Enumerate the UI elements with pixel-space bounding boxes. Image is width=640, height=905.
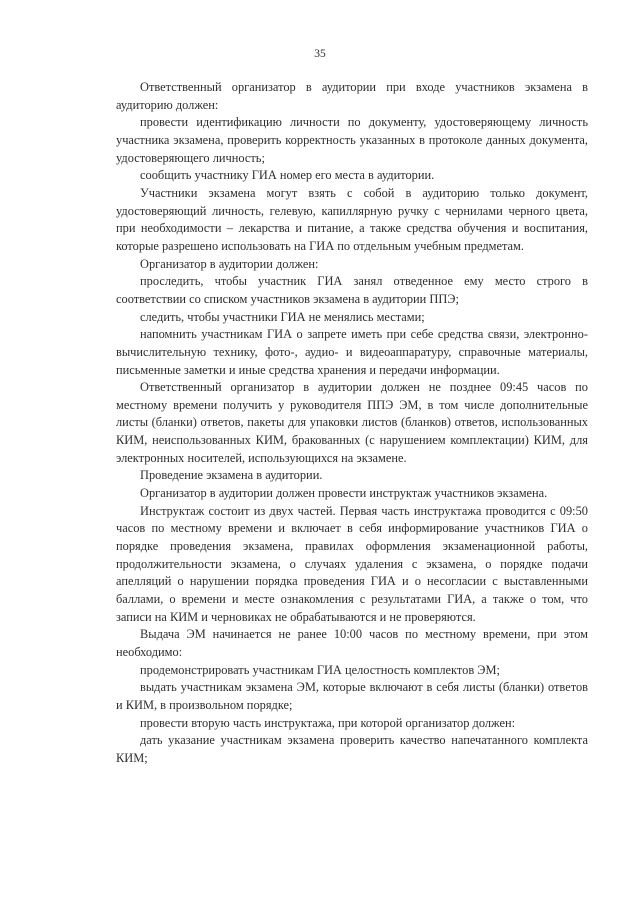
paragraph: напомнить участникам ГИА о запрете иметь при себе средства связи, электронно-вычислительную технику, фото-, аудио- и видеоаппаратуру, справочные материалы, письменные заметки и иные средства хранения и передачи информации.	[116, 327, 588, 377]
paragraph: выдать участникам экзамена ЭМ, которые включают в себя листы (бланки) ответов и КИМ, в произвольном порядке;	[116, 680, 588, 712]
paragraph: продемонстрировать участникам ГИА целостность комплектов ЭМ;	[140, 662, 500, 677]
paragraph: Организатор в аудитории должен:	[140, 256, 319, 271]
paragraph: Выдача ЭМ начинается не ранее 10:00 часов по местному времени, при этом необходимо:	[116, 627, 588, 659]
paragraph: провести идентификацию личности по документу, удостоверяющему личность участника экзамена, проверить корректность указанных в протоколе данных документа, удостоверяющего личность;	[116, 115, 588, 165]
paragraph: Проведение экзамена в аудитории.	[140, 468, 323, 483]
paragraph: следить, чтобы участники ГИА не менялись местами;	[140, 309, 425, 324]
paragraph: Ответственный организатор в аудитории должен не позднее 09:45 часов по местному времени получить у руководителя ППЭ ЭМ, в том числе дополнительные листы (бланки) ответов, пакеты для упаковки листов (бланков) ответов, использованных КИМ, неиспользованных КИМ, бракованных (с нарушением комплектации) КИМ, для электронных носителей, использующихся на экзамене.	[116, 380, 588, 465]
paragraph: провести вторую часть инструктажа, при которой организатор должен:	[140, 715, 516, 730]
paragraph: Инструктаж состоит из двух частей. Первая часть инструктажа проводится с 09:50 часов по местному времени и включает в себя информирование участников ГИА о порядке проведения экзамена, правилах оформления экзаменационной работы, продолжительности экзамена, о случаях удаления с экзамена, о порядке подачи апелляций о нарушении порядка проведения ГИА и о несогласии с выставленными баллами, о времени и месте ознакомления с результатами ГИА, а также о том, что записи на КИМ и черновиках не обрабатываются и не проверяются.	[116, 503, 588, 624]
paragraph: дать указание участникам экзамена проверить качество напечатанного комплекта КИМ;	[116, 733, 588, 765]
body-text	[116, 79, 588, 768]
paragraph: проследить, чтобы участник ГИА занял отведенное ему место строго в соответствии со списком участников экзамена в аудитории ППЭ;	[116, 274, 588, 306]
paragraph: сообщить участнику ГИА номер его места в аудитории.	[140, 168, 435, 183]
page-number: 35	[314, 48, 326, 60]
paragraph: Участники экзамена могут взять с собой в аудиторию только документ, удостоверяющий личность, гелевую, капиллярную ручку с чернилами черного цвета, при необходимости – лекарства и питание, а также средства обучения и воспитания, которые разрешено использовать на ГИА по отдельным учебным предметам.	[116, 185, 588, 253]
paragraph: Организатор в аудитории должен провести инструктаж участников экзамена.	[140, 486, 548, 501]
paragraph: Ответственный организатор в аудитории при входе участников экзамена в аудиторию должен:	[116, 80, 588, 112]
